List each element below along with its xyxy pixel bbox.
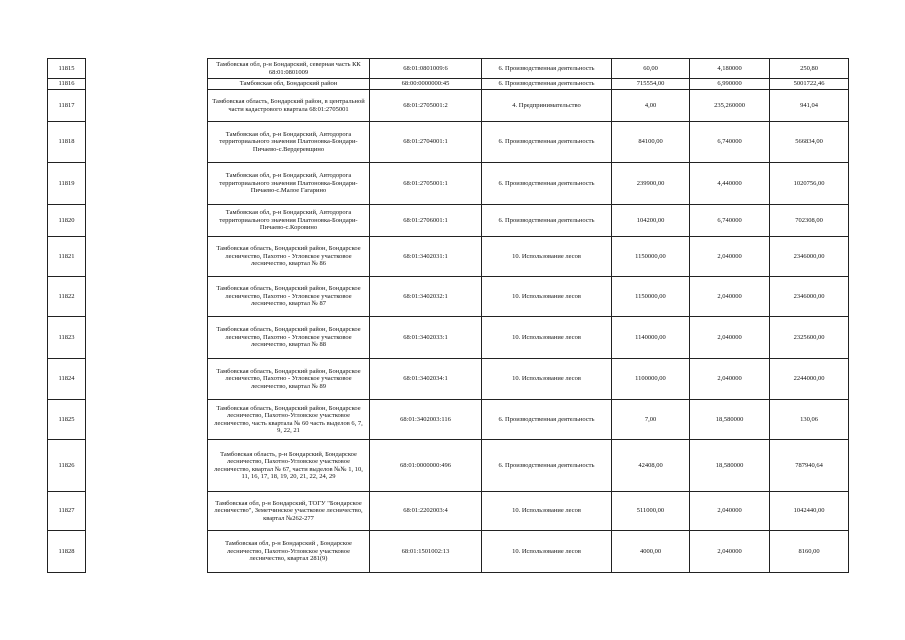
cadastral-number-cell: 68:01:3402034:1 (370, 359, 482, 400)
rate-cell: 18,580000 (690, 440, 770, 492)
rate-cell: 18,580000 (690, 400, 770, 440)
cadastral-number-cell: 68:00:0000000:45 (370, 79, 482, 90)
land-use-cell: 10. Использование лесов (482, 277, 612, 317)
cadastral-number-cell: 68:01:1501002:13 (370, 531, 482, 573)
column-gap (86, 317, 208, 359)
area-cell: 1150000,00 (612, 277, 690, 317)
value-cell: 250,80 (770, 59, 849, 79)
table-row (48, 163, 849, 205)
area-cell: 511000,00 (612, 492, 690, 531)
value-cell: 5001722,46 (770, 79, 849, 90)
address-cell: Тамбовская область, Бондарский район, Бондарское лесничество, Пахотно - Угловское участковое лесничество, квартал № 86 (208, 237, 370, 277)
value-cell: 1020756,00 (770, 163, 849, 205)
land-use-cell: 6. Производственная деятельность (482, 163, 612, 205)
value-cell: 1042440,00 (770, 492, 849, 531)
table-row (48, 79, 849, 90)
column-gap (86, 531, 208, 573)
row-number: 11824 (48, 359, 86, 400)
address-cell: Тамбовская обл, р-н Бондарский , Бондарское лесничество, Пахотно-Угловское участковое лесничество, квартал 281(9) (208, 531, 370, 573)
cadastral-number-cell: 68:01:3402033:1 (370, 317, 482, 359)
row-number: 11818 (48, 122, 86, 163)
value-cell: 702308,00 (770, 205, 849, 237)
land-use-cell: 6. Производственная деятельность (482, 205, 612, 237)
address-cell: Тамбовская обл, р-н Бондарский, северная часть КК 68:01:0801009 (208, 59, 370, 79)
row-number: 11828 (48, 531, 86, 573)
address-cell: Тамбовская область, Бондарский район, Бондарское лесничество, Пахотно - Угловское участковое лесничество, квартал № 89 (208, 359, 370, 400)
address-cell: Тамбовская обл, р-н Бондарский, Автодорога территориального значения Платоновка-Бондари-Пичаево-с.Вердеревщино (208, 122, 370, 163)
column-gap (86, 163, 208, 205)
table-body (48, 59, 849, 573)
row-number: 11819 (48, 163, 86, 205)
row-number: 11827 (48, 492, 86, 531)
row-number: 11822 (48, 277, 86, 317)
table-row (48, 122, 849, 163)
cadastral-number-cell: 68:01:2705001:2 (370, 90, 482, 122)
rate-cell: 235,260000 (690, 90, 770, 122)
table-row (48, 359, 849, 400)
table-row (48, 531, 849, 573)
area-cell: 42408,00 (612, 440, 690, 492)
land-use-cell: 10. Использование лесов (482, 237, 612, 277)
row-number: 11815 (48, 59, 86, 79)
address-cell: Тамбовская обл, р-н Бондарский, Автодорога территориального значения Платоновка-Бондари-Пичаево-с.Коровино (208, 205, 370, 237)
cadastral-number-cell: 68:01:3402031:1 (370, 237, 482, 277)
column-gap (86, 277, 208, 317)
land-use-cell: 6. Производственная деятельность (482, 440, 612, 492)
value-cell: 8160,00 (770, 531, 849, 573)
address-cell: Тамбовская обл, р-н Бондарский, ТОГУ "Бондарское лесничество", Земетчинское участковое лесничество, квартал №262-277 (208, 492, 370, 531)
value-cell: 2346000,00 (770, 237, 849, 277)
address-cell: Тамбовская обл, р-н Бондарский, Автодорога территориального значения Платоновка-Бондари-Пичаево-с.Малое Гагарино (208, 163, 370, 205)
value-cell: 941,04 (770, 90, 849, 122)
row-number: 11816 (48, 79, 86, 90)
table-row (48, 317, 849, 359)
table-row (48, 440, 849, 492)
value-cell: 2346000,00 (770, 277, 849, 317)
column-gap (86, 205, 208, 237)
rate-cell: 2,040000 (690, 359, 770, 400)
table-row (48, 205, 849, 237)
area-cell: 104200,00 (612, 205, 690, 237)
address-cell: Тамбовская область, Бондарский район, Бондарское лесничество, Пахотно - Угловское участковое лесничество, квартал № 88 (208, 317, 370, 359)
value-cell: 130,06 (770, 400, 849, 440)
land-use-cell: 4. Предпринимательство (482, 90, 612, 122)
column-gap (86, 400, 208, 440)
address-cell: Тамбовская область, Бондарский район, Бондарское лесничество, Пахотно - Угловское участковое лесничество, квартал № 87 (208, 277, 370, 317)
column-gap (86, 59, 208, 79)
cadastral-number-cell: 68:01:2704001:1 (370, 122, 482, 163)
cadastral-number-cell: 68:01:0801009:6 (370, 59, 482, 79)
area-cell: 1100000,00 (612, 359, 690, 400)
row-number: 11825 (48, 400, 86, 440)
land-use-cell: 6. Производственная деятельность (482, 122, 612, 163)
row-number: 11823 (48, 317, 86, 359)
rate-cell: 4,440000 (690, 163, 770, 205)
row-number: 11820 (48, 205, 86, 237)
rate-cell: 2,040000 (690, 531, 770, 573)
land-use-cell: 6. Производственная деятельность (482, 59, 612, 79)
rate-cell: 6,740000 (690, 122, 770, 163)
rate-cell: 2,040000 (690, 492, 770, 531)
area-cell: 4000,00 (612, 531, 690, 573)
land-use-cell: 6. Производственная деятельность (482, 79, 612, 90)
land-use-cell: 10. Использование лесов (482, 317, 612, 359)
rate-cell: 4,180000 (690, 59, 770, 79)
address-cell: Тамбовская область, Бондарский район, в центральной части кадастрового квартала 68:01:2705001 (208, 90, 370, 122)
column-gap (86, 440, 208, 492)
table-row (48, 277, 849, 317)
area-cell: 1150000,00 (612, 237, 690, 277)
land-use-cell: 10. Использование лесов (482, 359, 612, 400)
area-cell: 4,00 (612, 90, 690, 122)
value-cell: 2244000,00 (770, 359, 849, 400)
column-gap (86, 492, 208, 531)
address-cell: Тамбовская обл, Бондарский район (208, 79, 370, 90)
column-gap (86, 90, 208, 122)
area-cell: 84100,00 (612, 122, 690, 163)
column-gap (86, 237, 208, 277)
cadastral-number-cell: 68:01:3402003:116 (370, 400, 482, 440)
table-row (48, 59, 849, 79)
table-row (48, 90, 849, 122)
column-gap (86, 122, 208, 163)
table-row (48, 400, 849, 440)
cadastral-number-cell: 68:01:2705001:1 (370, 163, 482, 205)
row-number: 11826 (48, 440, 86, 492)
value-cell: 566834,00 (770, 122, 849, 163)
rate-cell: 6,740000 (690, 205, 770, 237)
area-cell: 715554,00 (612, 79, 690, 90)
table-row (48, 492, 849, 531)
cadastral-number-cell: 68:01:2706001:1 (370, 205, 482, 237)
row-number: 11817 (48, 90, 86, 122)
rate-cell: 2,040000 (690, 317, 770, 359)
rate-cell: 2,040000 (690, 237, 770, 277)
land-registry-table (47, 58, 849, 573)
land-use-cell: 10. Использование лесов (482, 492, 612, 531)
address-cell: Тамбовская область, Бондарский район, Бондарское лесничество, Пахотно-Угловское участковое лесничество, часть квартала № 60 часть выделов 6, 7, 9, 22, 21 (208, 400, 370, 440)
area-cell: 1140000,00 (612, 317, 690, 359)
area-cell: 239900,00 (612, 163, 690, 205)
address-cell: Тамбовская область, р-н Бондарский, Бондарское лесничество, Пахотно-Угловское участковое лесничество, квартал № 67, части выделов №№ 1, 10, 11, 16, 17, 18, 19, 20, 21, 22, 24, 29 (208, 440, 370, 492)
area-cell: 60,00 (612, 59, 690, 79)
column-gap (86, 359, 208, 400)
row-number: 11821 (48, 237, 86, 277)
table-row (48, 237, 849, 277)
cadastral-number-cell: 68:01:2202003:4 (370, 492, 482, 531)
land-use-cell: 10. Использование лесов (482, 531, 612, 573)
rate-cell: 6,990000 (690, 79, 770, 90)
land-use-cell: 6. Производственная деятельность (482, 400, 612, 440)
cadastral-number-cell: 68:01:3402032:1 (370, 277, 482, 317)
value-cell: 787940,64 (770, 440, 849, 492)
column-gap (86, 79, 208, 90)
area-cell: 7,00 (612, 400, 690, 440)
rate-cell: 2,040000 (690, 277, 770, 317)
value-cell: 2325600,00 (770, 317, 849, 359)
cadastral-number-cell: 68:01:0000000:496 (370, 440, 482, 492)
